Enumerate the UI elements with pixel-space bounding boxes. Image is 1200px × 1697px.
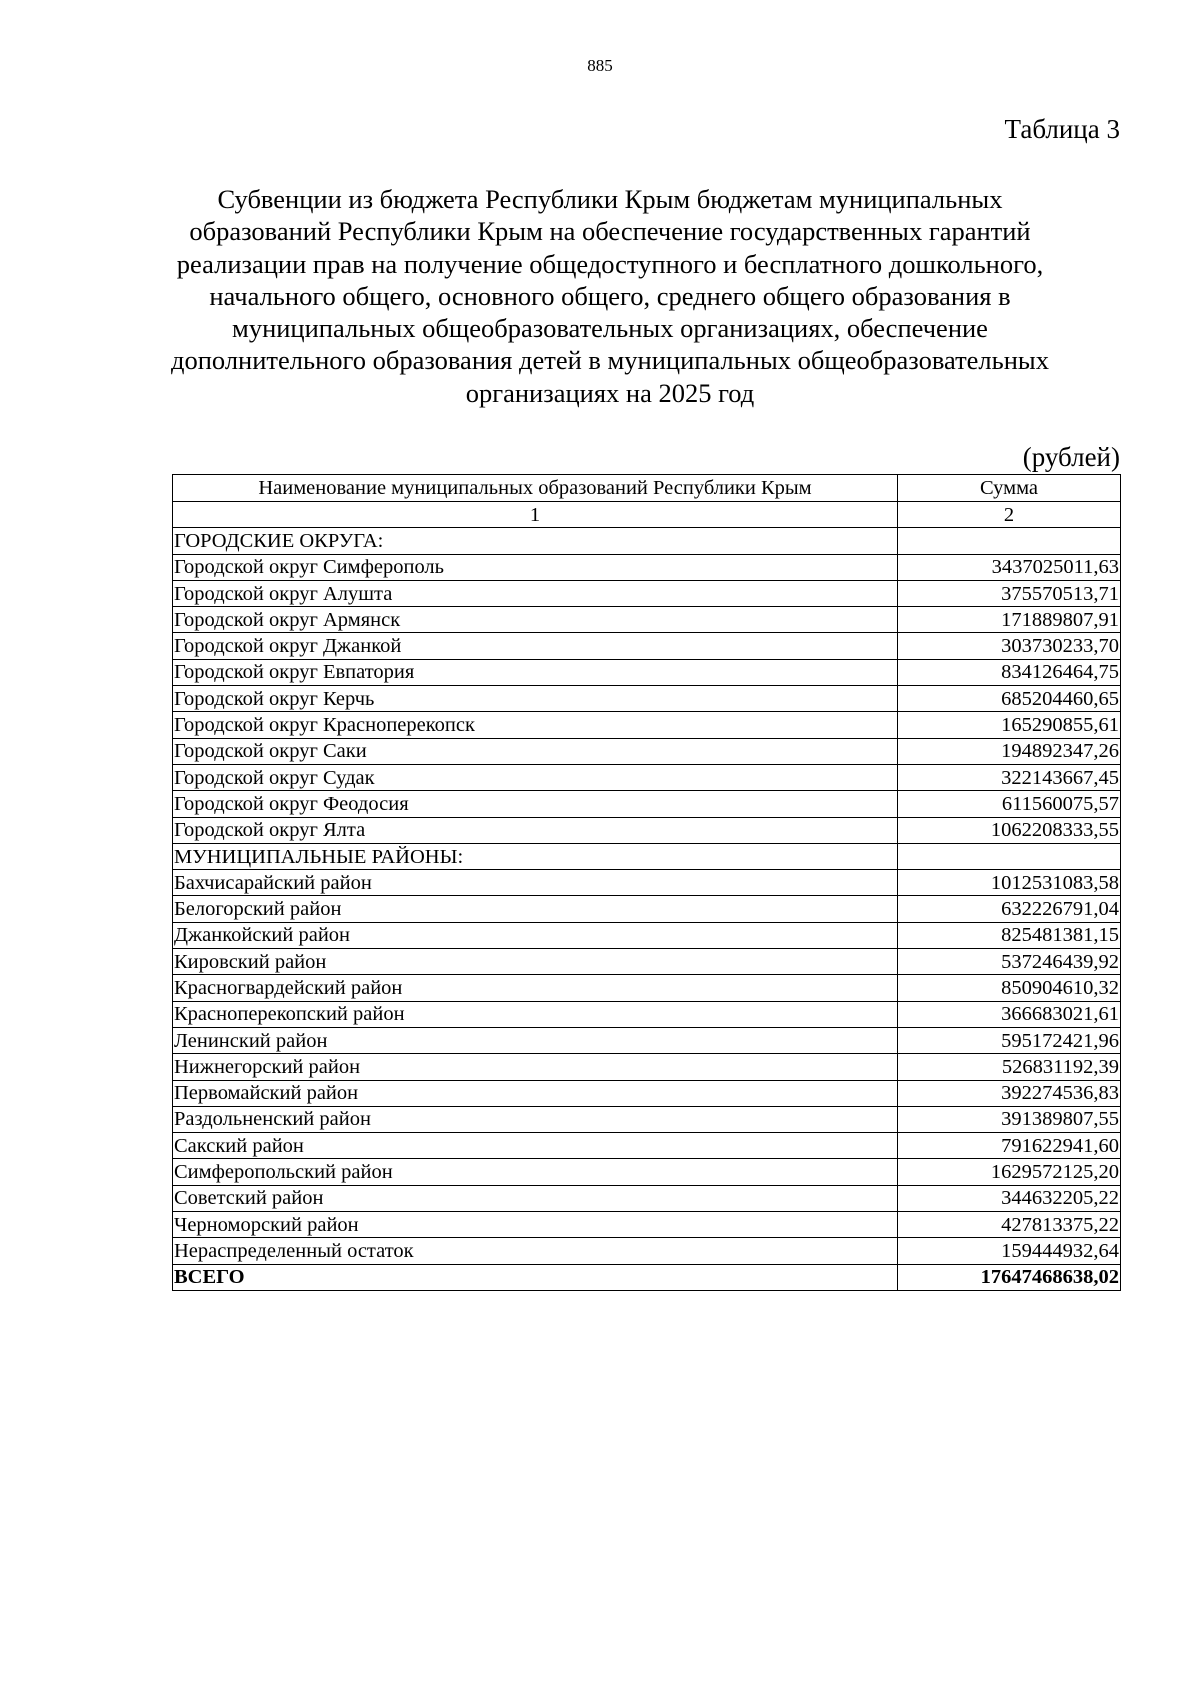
row-name: МУНИЦИПАЛЬНЫЕ РАЙОНЫ: [173, 843, 898, 869]
table-row [173, 1080, 1121, 1106]
row-name: ГОРОДСКИЕ ОКРУГА: [173, 528, 898, 554]
table-row [173, 607, 1121, 633]
column-number-1: 1 [173, 502, 898, 528]
row-amount: 1012531083,58 [898, 870, 1121, 896]
table-row [173, 712, 1121, 738]
row-name: Нижнегорский район [173, 1054, 898, 1080]
row-name: Раздольненский район [173, 1106, 898, 1132]
subvention-table [172, 474, 1121, 1291]
table-row [173, 817, 1121, 843]
row-name: Симферопольский район [173, 1159, 898, 1185]
header-name: Наименование муниципальных образований Республики Крым [173, 475, 898, 502]
table-row [173, 554, 1121, 580]
row-name: Сакский район [173, 1133, 898, 1159]
table-row [173, 870, 1121, 896]
row-amount: 3437025011,63 [898, 554, 1121, 580]
document-title: Субвенции из бюджета Республики Крым бюджетам муниципальных образований Республики Крым на обеспечение государственных гарантий реализации прав на получение общедоступного и бесплатного дошкольного, начального общего, основного общего, среднего общего образования в муниципальных общеобразовательных организациях, обеспечение дополнительного образования детей в муниципальных общеобразовательных организациях на 2025 год [171, 184, 1049, 408]
row-name: Городской округ Судак [173, 764, 898, 790]
table-row [173, 949, 1121, 975]
row-amount: 165290855,61 [898, 712, 1121, 738]
row-amount [898, 528, 1121, 554]
total-label: ВСЕГО [173, 1264, 898, 1290]
row-amount: 303730233,70 [898, 633, 1121, 659]
row-name: Городской округ Ялта [173, 817, 898, 843]
table-row [173, 1106, 1121, 1132]
row-name: Городской округ Красноперекопск [173, 712, 898, 738]
table-row [173, 791, 1121, 817]
row-amount: 850904610,32 [898, 975, 1121, 1001]
table-row [173, 896, 1121, 922]
row-name: Городской округ Алушта [173, 580, 898, 606]
row-amount: 427813375,22 [898, 1212, 1121, 1238]
table-row [173, 738, 1121, 764]
total-amount: 17647468638,02 [898, 1264, 1121, 1290]
row-amount: 159444932,64 [898, 1238, 1121, 1264]
row-name: Кировский район [173, 949, 898, 975]
row-name: Красноперекопский район [173, 1001, 898, 1027]
row-amount: 537246439,92 [898, 949, 1121, 975]
header-amount: Сумма [898, 475, 1121, 502]
table-body [173, 528, 1121, 1264]
row-name: Джанкойский район [173, 922, 898, 948]
row-amount: 825481381,15 [898, 922, 1121, 948]
row-name: Белогорский район [173, 896, 898, 922]
row-name: Черноморский район [173, 1212, 898, 1238]
table-row [173, 1133, 1121, 1159]
row-amount: 595172421,96 [898, 1027, 1121, 1053]
row-amount: 392274536,83 [898, 1080, 1121, 1106]
table-row [173, 1185, 1121, 1211]
row-name: Ленинский район [173, 1027, 898, 1053]
row-amount: 1629572125,20 [898, 1159, 1121, 1185]
row-amount: 344632205,22 [898, 1185, 1121, 1211]
row-name: Городской округ Джанкой [173, 633, 898, 659]
table-row [173, 1159, 1121, 1185]
row-name: Красногвардейский район [173, 975, 898, 1001]
table-row [173, 843, 1121, 869]
row-name: Городской округ Симферополь [173, 554, 898, 580]
row-name: Городской округ Евпатория [173, 659, 898, 685]
row-amount: 1062208333,55 [898, 817, 1121, 843]
row-amount: 834126464,75 [898, 659, 1121, 685]
row-name: Городской округ Саки [173, 738, 898, 764]
row-amount: 611560075,57 [898, 791, 1121, 817]
row-name: Нераспределенный остаток [173, 1238, 898, 1264]
row-name: Первомайский район [173, 1080, 898, 1106]
page-number: 885 [587, 56, 613, 75]
table-row [173, 633, 1121, 659]
table-row [173, 764, 1121, 790]
table-row [173, 1212, 1121, 1238]
table-row [173, 528, 1121, 554]
column-number-row [173, 502, 1121, 528]
table-row [173, 686, 1121, 712]
table-row [173, 1054, 1121, 1080]
row-amount: 366683021,61 [898, 1001, 1121, 1027]
total-row [173, 1264, 1121, 1290]
row-name: Городской округ Армянск [173, 607, 898, 633]
row-name: Городской округ Керчь [173, 686, 898, 712]
table-row [173, 975, 1121, 1001]
row-amount: 194892347,26 [898, 738, 1121, 764]
table-row [173, 1238, 1121, 1264]
row-name: Городской округ Феодосия [173, 791, 898, 817]
unit-label: (рублей) [1022, 442, 1120, 472]
row-name: Советский район [173, 1185, 898, 1211]
column-number-2: 2 [898, 502, 1121, 528]
row-amount: 685204460,65 [898, 686, 1121, 712]
row-amount: 791622941,60 [898, 1133, 1121, 1159]
table-row [173, 1001, 1121, 1027]
table-row [173, 580, 1121, 606]
table-row [173, 1027, 1121, 1053]
row-amount [898, 843, 1121, 869]
row-amount: 375570513,71 [898, 580, 1121, 606]
header-row [173, 475, 1121, 502]
row-amount: 391389807,55 [898, 1106, 1121, 1132]
row-name: Бахчисарайский район [173, 870, 898, 896]
row-amount: 171889807,91 [898, 607, 1121, 633]
table-row [173, 922, 1121, 948]
table-label: Таблица 3 [1004, 114, 1120, 144]
row-amount: 322143667,45 [898, 764, 1121, 790]
row-amount: 526831192,39 [898, 1054, 1121, 1080]
table-row [173, 659, 1121, 685]
row-amount: 632226791,04 [898, 896, 1121, 922]
